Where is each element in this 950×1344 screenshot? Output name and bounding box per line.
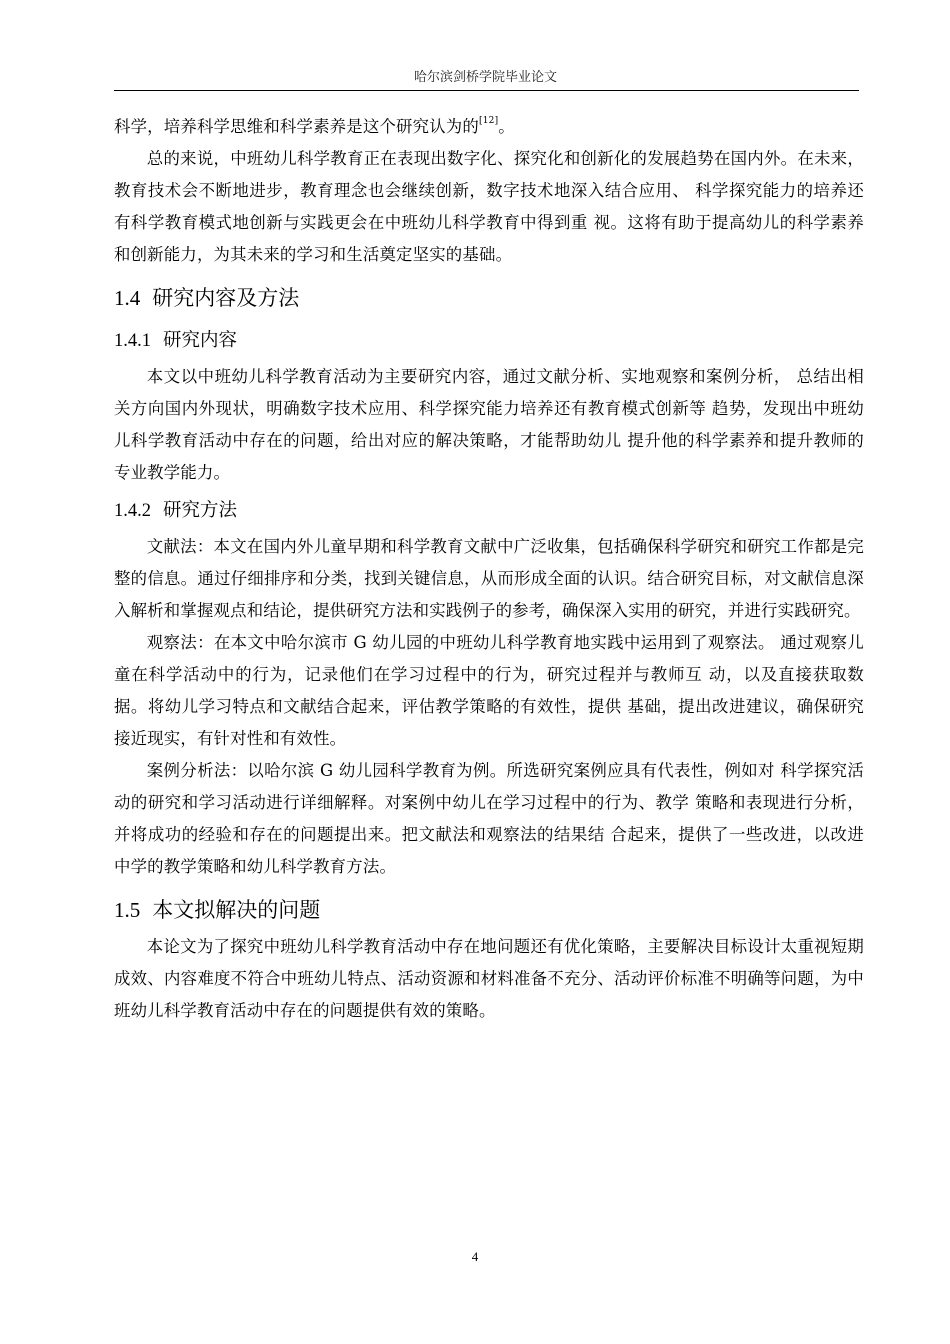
intro-paragraph-1-text: 科学，培养科学思维和科学素养是这个研究认为的 <box>114 117 479 136</box>
header-divider <box>114 90 859 91</box>
subsection-heading-1-4-2 <box>114 491 864 531</box>
intro-paragraph-1-end: 。 <box>498 117 515 136</box>
citation-ref: [12] <box>479 116 499 126</box>
section-heading-1-5 <box>114 889 864 931</box>
page-number: 4 <box>471 1249 479 1264</box>
method-observation-paragraph: 观察法：在本文中哈尔滨市 G 幼儿园的中班幼儿科学教育地实践中运用到了观察法。 通过观察儿童在科学活动中的行为，记录他们在学习过程中的行为，研究过程并与教师互 动，以及直接获取数据。将幼儿学习特点和文献结合起来，评估教学策略的有效性，提供 基础，提出改进建议，确保研究接近现实，有针对性和有效性。 <box>114 633 864 748</box>
method-literature-paragraph: 文献法：本文在国内外儿童早期和科学教育文献中广泛收集，包括确保科学研究和研究工作都是完整的信息。通过仔细排序和分类，找到关键信息，从而形成全面的认识。结合研究目标，对文献信息深入解析和掌握观点和结论，提供研究方法和实践例子的参考，确保深入实用的研究，并进行实践研究。 <box>114 537 864 620</box>
method-case-study-paragraph: 案例分析法：以哈尔滨 G 幼儿园科学教育为例。所选研究案例应具有代表性，例如对 科学探究活动的研究和学习活动进行详细解释。对案例中幼儿在学习过程中的行为、教学 策略和表现进行分析，并将成功的经验和存在的问题提出来。把文献法和观察法的结果结 合起来，提供了一些改进，以改进中学的教学策略和幼儿科学教育方法。 <box>114 761 864 876</box>
document-body <box>114 111 864 1027</box>
subsection-title: 研究方法 <box>163 500 238 521</box>
section-heading-1-4 <box>114 277 864 319</box>
subsection-number: 1.4.1 <box>114 331 151 351</box>
research-content-paragraph: 本文以中班幼儿科学教育活动为主要研究内容，通过文献分析、实地观察和案例分析， 总结出相关方向国内外现状，明确数字技术应用、科学探究能力培养还有教育模式创新等 趋势，发现出中班幼儿科学教育活动中存在的问题，给出对应的解决策略，才能帮助幼儿 提升他的科学素养和提升教师的专业教学能力。 <box>114 367 864 482</box>
section-title: 本文拟解决的问题 <box>152 898 321 922</box>
subsection-title: 研究内容 <box>163 330 238 351</box>
subsection-number: 1.4.2 <box>114 501 151 521</box>
problems-paragraph: 本论文为了探究中班幼儿科学教育活动中存在地问题还有优化策略，主要解决目标设计太重视短期成效、内容难度不符合中班幼儿特点、活动资源和材料准备不充分、活动评价标准不明确等问题，为中班幼儿科学教育活动中存在的问题提供有效的策略。 <box>114 937 864 1020</box>
subsection-heading-1-4-1 <box>114 321 864 361</box>
intro-paragraph-1 <box>114 111 864 143</box>
section-title: 研究内容及方法 <box>152 286 300 310</box>
intro-paragraph-2: 总的来说，中班幼儿科学教育正在表现出数字化、探究化和创新化的发展趋势在国内外。在未来，教育技术会不断地进步，教育理念也会继续创新，数字技术地深入结合应用、 科学探究能力的培养还有科学教育模式地创新与实践更会在中班幼儿科学教育中得到重 视。这将有助于提高幼儿的科学素养和创新能力，为其未来的学习和生活奠定坚实的基础。 <box>114 149 864 264</box>
page-header: 哈尔滨剑桥学院毕业论文 <box>413 70 557 85</box>
section-number: 1.4 <box>114 286 141 310</box>
section-number: 1.5 <box>114 898 141 922</box>
